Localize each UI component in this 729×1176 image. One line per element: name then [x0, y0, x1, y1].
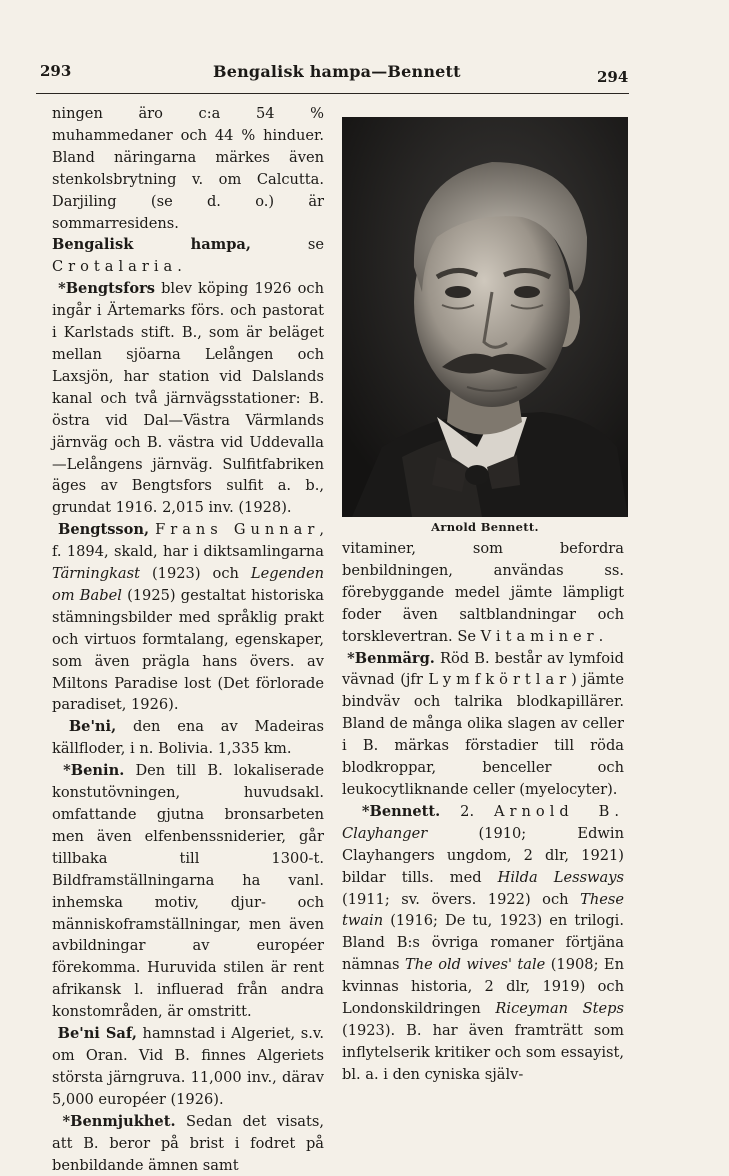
work-title: The old wives' tale: [404, 956, 546, 974]
page-number-left: 293: [40, 62, 72, 80]
entry-text: Den till B. lokaliserade konstutövningen, huvudsakl. omfattande gjutna bronsarbeten men även elfenbenssniderier, går tillbaka till 1300-t. Bildframställningarna ha vanl. inhemska motiv, djur- och människoframställningar, men även avbildningar av européer förekomma. Huruvida stilen är rent afrikansk l. influerad från andra konstområden, är omstritt.: [52, 762, 325, 1021]
cross-reference: Lymfkörtlar: [428, 671, 572, 689]
entry-beni: [52, 716, 324, 760]
cross-reference: Vitaminer: [480, 627, 599, 645]
entry-headword: Be'ni Saf,: [57, 1025, 137, 1043]
entry-text: Röd B. består av lymfoid vävnad (jfr: [342, 649, 625, 689]
entry-text: den ena av Madeiras källfloder, i n. Bolivia. 1,335 km.: [52, 718, 325, 758]
entry-spaced-name: Frans Gunnar: [155, 521, 320, 539]
entry-text: , f. 1894, skald, har i diktsamlingarna: [52, 521, 324, 561]
left-text-column: [52, 103, 324, 1176]
entry-headword: *Bennett.: [361, 802, 441, 820]
entry-text: (1923) och: [139, 565, 251, 583]
work-title: Tärningkast: [52, 565, 140, 583]
entry-headword: Bengtsson,: [58, 521, 150, 539]
entry-text: (1925) gestaltat historiska stämningsbilder med språklig prakt och virtuos formtalang, egenskaper, som även prägla hans övers. av Miltons Paradise lost (Det förlorade paradiset, 1926).: [52, 586, 324, 714]
work-title: Legenden om Babel: [52, 565, 324, 604]
entry-text: blev köping 1926 och ingår i Ärtemarks förs. och pastorat i Karlstads stift. B., som är beläget mellan sjöarna Lelången och Laxsjön, har station vid Dalslands kanal och två järnvägsstationer: B. östra vid Dal—Västra Värmlands järnväg och B. västra vid Uddevalla—Lelångens järnväg. Sulfitfabriken äges av Bengtsfors sulfit a. b., grundat 1916. 2,015 inv. (1928).: [52, 280, 325, 517]
entry-headword: Bengalisk hampa,: [52, 236, 251, 254]
portrait-photo: [342, 117, 628, 517]
entry-text: se: [250, 236, 324, 254]
entry-bengtsson: [52, 519, 324, 716]
entry-bengalisk-hampa: [52, 234, 324, 278]
work-title: Riceyman Steps: [495, 1000, 624, 1018]
entry-beni-saf: [52, 1023, 324, 1111]
entry-headword: *Benmärg.: [347, 649, 435, 667]
entry-text: hamnstad i Algeriet, s.v. om Oran. Vid B. finnes Algeriets största järngruva. 11,000 inv., därav 5,000 européer (1926).: [52, 1025, 324, 1108]
entry-spaced-name: Arnold B.: [494, 802, 625, 820]
work-title: Hilda Lessways: [497, 868, 624, 886]
entry-text: (1908; En kvinnas historia, 2 dlr, 1919) och Londonskildringen: [342, 956, 624, 1018]
paragraph-text: ningen äro c:a 54 % muhammedaner och 44 % hinduer. Bland näringarna märkes även stenkolsbrytning v. om Calcutta. Darjiling (se d. o.) är sommarresidens.: [52, 105, 324, 232]
entry-text: (1916; De tu, 1923) en trilogi. Bland B:s övriga romaner förtjäna nämnas: [342, 912, 624, 974]
entry-text: (1923). B. har även framträtt som inflytelserik kritiker och som essayist, bl. a. i den cyniska själv-: [342, 1021, 624, 1083]
continued-paragraph: [52, 103, 324, 234]
portrait-illustration: [342, 117, 628, 517]
entry-text: Sedan det visats, att B. beror på brist i fodret på benbildande ämnen samt: [52, 1112, 325, 1174]
cross-reference: Crotalaria: [52, 258, 178, 276]
entry-text: ) jämte bindväv och talrika blodkapillärer. Bland de många olika slagen av celler i B. märkas förstadier till röda blodkroppar, benceller och leukocytliknande celler (myelocyter).: [342, 671, 624, 798]
header-rule: [36, 93, 629, 94]
entry-benmjukhet: [52, 1111, 324, 1176]
entry-benin: [52, 760, 324, 1023]
paragraph-text: vitaminer, som befordra benbildningen, användas ss. förebyggande medel jämte lämpligt foder även saltblandningar och torsklevertran. Se: [342, 540, 624, 645]
entry-headword: *Bengtsfors: [58, 280, 156, 298]
entry-number: 2.: [440, 802, 495, 820]
entry-headword: Be'ni,: [68, 718, 117, 736]
entry-benmarg: [342, 648, 624, 801]
entry-headword: *Benmjukhet.: [62, 1112, 176, 1130]
running-header-title: Bengalisk hampa—Bennett: [213, 62, 461, 81]
entry-text: .: [177, 258, 182, 276]
entry-text: (1911; sv. övers. 1922) och: [342, 890, 581, 908]
work-title: Clayhanger: [342, 824, 428, 842]
entry-headword: *Benin.: [63, 762, 125, 780]
entry-bengtsfors: [52, 278, 324, 519]
page-number-right: 294: [597, 68, 629, 86]
right-text-column: [342, 538, 624, 1086]
portrait-caption: Arnold Bennett.: [431, 520, 539, 534]
work-title: These twain: [342, 890, 624, 930]
entry-bennett: [342, 801, 624, 1086]
entry-text: (1910; Edwin Clayhangers ungdom, 2 dlr, 1921) bildar tills. med: [342, 824, 624, 886]
continued-paragraph: [342, 538, 624, 648]
paragraph-text: .: [598, 627, 604, 645]
